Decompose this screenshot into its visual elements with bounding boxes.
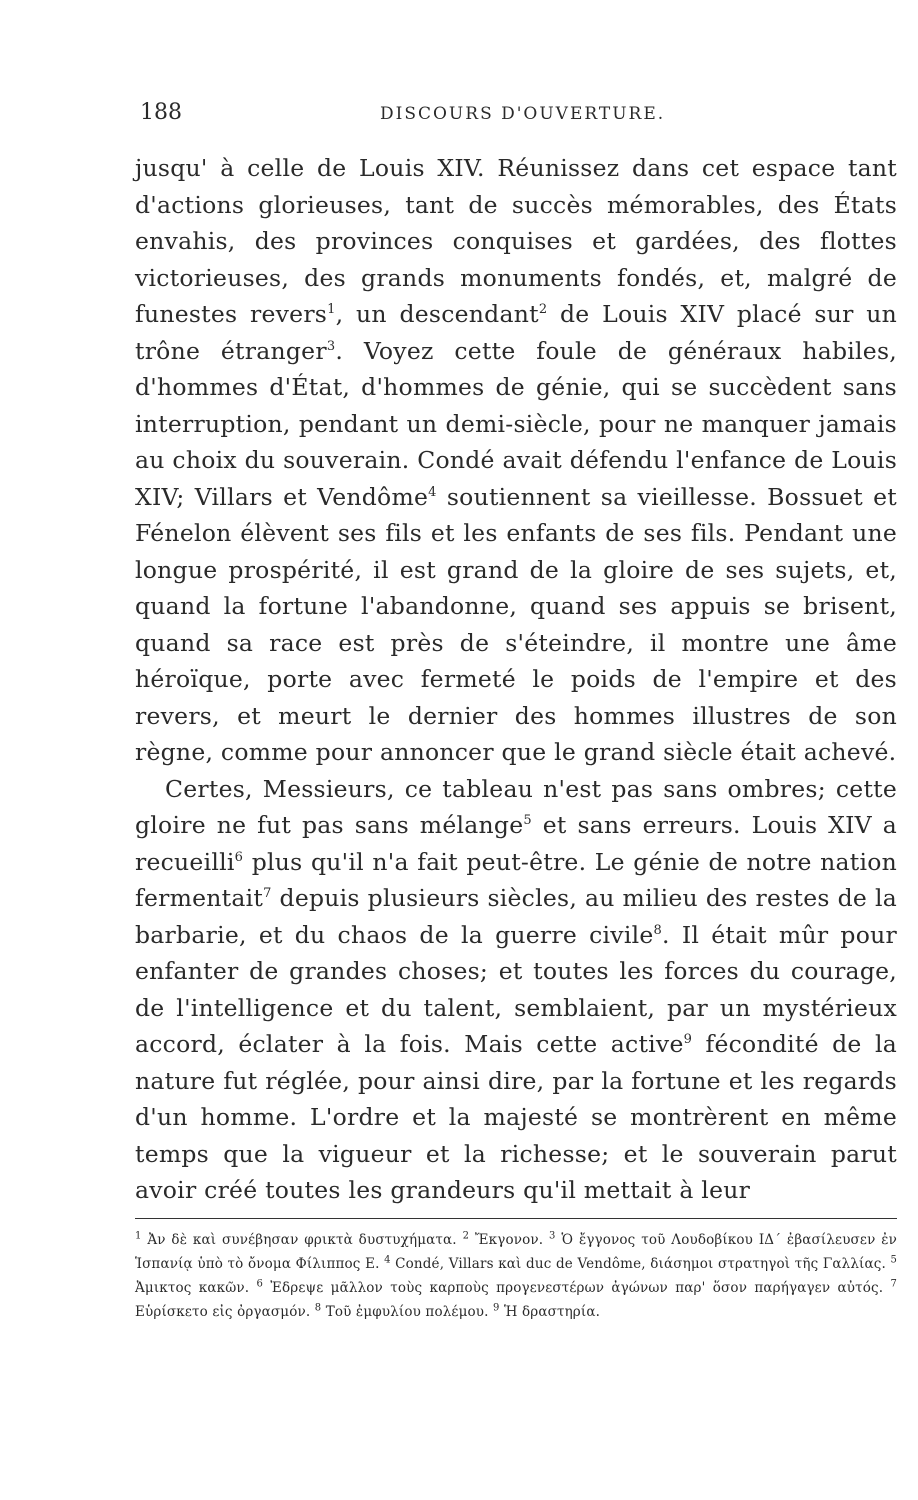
footnote-ref: 9: [683, 1032, 693, 1048]
page-header: [140, 100, 910, 130]
page-number: 188: [140, 100, 182, 125]
footnotes: [135, 1228, 897, 1324]
footnote-marker: 2: [462, 1230, 470, 1242]
text-run: et sans erreurs. Louis XIV a recueilli: [135, 811, 898, 876]
text-run: Certes, Messieurs, ce tableau n'est pas sans ombres; cette gloire ne fut pas sans mélange: [135, 774, 897, 839]
footnote-text: Ἡ δραστηρία.: [499, 1304, 601, 1320]
footnote-marker: 1: [135, 1230, 142, 1242]
footnote-ref: 1: [327, 302, 336, 318]
running-head: DISCOURS D'OUVERTURE.: [380, 104, 666, 124]
main-text: [135, 150, 897, 1209]
footnote: [493, 1304, 600, 1320]
footnote-ref: 8: [653, 922, 663, 938]
text-run: , un descendant: [335, 300, 539, 328]
text-run: plus qu'il n'a fait peut-être. Le génie de notre nation fermentait: [135, 847, 897, 912]
footnote-ref: 3: [326, 338, 336, 354]
footnote: [135, 1232, 463, 1248]
text-run: . Voyez cette foule de généraux habiles, d'hommes d'État, d'hommes de génie, qui se succèdent sans interruption, pendant un demi-siècle, pour ne manquer jamais au choix du souverain. Condé avait défendu l'enfance de Louis XIV; Villars et Vendôme: [135, 336, 897, 511]
footnote: [256, 1280, 890, 1296]
footnote-text: Τοῦ ἐμφυλίου πολέμου.: [321, 1304, 494, 1320]
footnote-text: Ἀν δὲ καὶ συνέβησαν φρικτὰ δυστυχήματα.: [141, 1232, 463, 1248]
footnote-ref: 5: [523, 813, 532, 829]
paragraph-2: [135, 771, 897, 1209]
footnote-marker: 7: [890, 1278, 897, 1290]
footnote-ref: 2: [538, 302, 548, 318]
footnote-marker: 8: [314, 1302, 322, 1314]
footnote-marker: 6: [256, 1278, 263, 1290]
footnote-ref: 7: [263, 886, 272, 902]
text-run: . Il était mûr pour enfanter de grandes choses; et toutes les forces du courage, de l'intelligence et du talent, semblaient, par un mystérieux accord, éclater à la fois. Mais cette active: [135, 920, 897, 1058]
text-run: jusqu' à celle de Louis XIV. Réunissez dans cet espace tant d'actions glorieuses, tant de succès mémorables, des États envahis, des provinces conquises et gardées, des flottes victorieuses, des grands monuments fondés, et, malgré de funestes revers: [135, 154, 897, 328]
text-run: depuis plusieurs siècles, au milieu des restes de la barbarie, et du chaos de la guerre civile: [135, 884, 897, 949]
text-run: fécondité de la nature fut réglée, pour ainsi dire, par la fortune et les regards d'un homme. L'ordre et la majesté se montrèrent en même temps que la vigueur et la richesse; et le souverain parut avoir créé toutes les grandeurs qu'il mettait à leur: [135, 1030, 897, 1204]
footnote-ref: 6: [234, 849, 244, 865]
footnote-text: Ἔκγονον.: [469, 1232, 550, 1248]
text-run: de Louis XIV placé sur un trône étranger: [135, 300, 898, 365]
footnote-text: Εὑρίσκετο εἰς ὀργασμόν.: [135, 1304, 315, 1320]
footnote-marker: 5: [890, 1254, 897, 1266]
footnote: [384, 1256, 890, 1272]
footnote-ref: 4: [428, 484, 437, 500]
footnote-divider: [135, 1218, 897, 1219]
footnote-text: Ὁ ἔγγονος τοῦ Λουδοβίκου ΙΔ´ ἐβασίλευσεν ἐν Ἱσπανίᾳ ὑπὸ τὸ ὄνομα Φίλιππος Ε.: [135, 1232, 897, 1272]
footnote-text: Condé, Villars καὶ duc de Vendôme, διάσημοι στρατηγοὶ τῆς Γαλλίας.: [390, 1256, 891, 1272]
footnote: [315, 1304, 493, 1320]
footnote-marker: 4: [384, 1254, 391, 1266]
footnote-marker: 3: [549, 1230, 556, 1242]
footnote-text: Ἀμικτος κακῶν.: [135, 1280, 257, 1296]
footnote-marker: 9: [493, 1302, 500, 1314]
footnote: [463, 1232, 549, 1248]
footnote-text: Ἐδρεψε μᾶλλον τοὺς καρποὺς προγενεστέρων ἀγώνων παρ' ὅσον παρήγαγεν αὐτός.: [263, 1280, 891, 1296]
paragraph-1: [135, 150, 897, 771]
text-run: soutiennent sa vieillesse. Bossuet et Fénelon élèvent ses fils et les enfants de ses fils. Pendant une longue prospérité, il est grand de la gloire de ses sujets, et, quand la fortune l'abandonne, quand ses appuis se brisent, quand sa race est près de s'éteindre, il montre une âme héroïque, porte avec fermeté le poids de l'empire et des revers, et meurt le dernier des hommes illustres de son règne, comme pour annoncer que le grand siècle était achevé.: [135, 482, 897, 766]
